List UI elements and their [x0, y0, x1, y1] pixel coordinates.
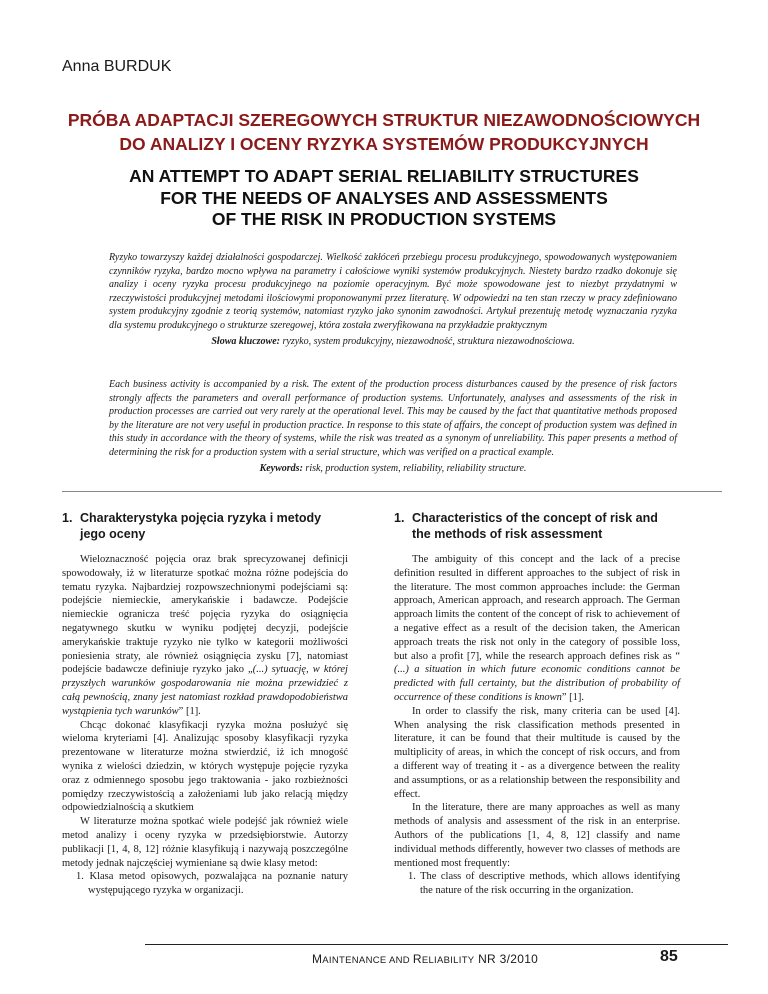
journal-initial: R — [412, 952, 422, 966]
paragraph: In the literature, there are many approaches as well as many methods of analysis and assessment of the risk in an enterprise. Authors of the publications [1, 4, 8, 12] classify and name individual methods differently, however two classes of methods are mentioned most frequently: — [394, 802, 680, 869]
paragraph-text: Wieloznaczność pojęcia oraz brak sprecyzowanej definicji spowodowały, iż w literaturze spotkać można różne podejścia do tematu ryzyka. Najbardziej rozpowszechnionymi podejściami są: podejście niemieckie, amerykańskie i badawcze. Podejście niemieckie ogranicza treść pojęcia ryzyka do osiągnięcia negatywnego skutku w wyniku podjętej decyzji, podejście amerykańskie traktuje ryzyko nie tylko w kategorii możliwości poniesienia straty, ale również osiągnięcia zysku [7], natomiast podejście badawcze definiuje ryzyko jako „ — [62, 554, 348, 676]
list-item: 1. Klasa metod opisowych, pozwalająca na poznanie natury występującego ryzyka w organizacji. — [76, 871, 348, 897]
title-english-line: AN ATTEMPT TO ADAPT SERIAL RELIABILITY STRUCTURES — [129, 166, 639, 186]
section-title: Characteristics of the concept of risk and the methods of risk assessment — [412, 511, 658, 541]
journal-word: AINTENANCE AND — [322, 955, 413, 966]
paragraph-text: The ambiguity of this concept and the lack of a precise definition resulted in different approaches to the subject of risk in the literature. The most common approaches include: the German approach, American approach, and research approach. The German approach limits the content of the concept of risk to achievement of a negative effect as a result of the decision taken, the American approach treats the risk not only in the category of possible loss, but also a profit [7], while the research approach defines risk as “ — [394, 554, 680, 662]
section-number: 1. — [394, 511, 405, 525]
journal-initial: M — [312, 952, 323, 966]
abstract-polish-text: Ryzyko towarzyszy każdej działalności gospodarczej. Wielkość zakłóceń przebiegu procesu produkcyjnego, spowodowanych występowaniem czynników ryzyka, bardzo mocno wpływa na parametry i całościowe wyniki systemów produkcyjnych. Niestety bardzo rzadko dokonuje się analizy i oceny ryzyka procesu produkcyjnego na poziomie operacyjnym. Być może spowodowane jest to niezbyt przydatnymi w rzeczywistości produkcyjnej metodami ilościowymi proponowanymi przez literaturę. W odpowiedzi na ten stan rzeczy w pracy zdefiniowano system produkcyjny zgodnie z teorią systemów, natomiast ryzyko jako synonim zawodności. Artykuł prezentuję metodę wyznaczania ryzyka dla systemu produkcyjnego o strukturze szeregowej, która została zweryfikowana na przykładzie praktycznym — [109, 252, 677, 331]
section-heading-polish — [62, 510, 348, 542]
journal-name — [312, 952, 538, 966]
paragraph: In order to classify the risk, many criteria can be used [4]. When analysing the risk classification methods presented in literature, it can be found that their multitude is caused by the multiplicity of areas, in which the concept of risk occurs, and from a different way of treating it - as a divergence between the reality and assumptions, or as a relationship between the responsibility and effect. — [394, 705, 680, 800]
citation: ” [1]. — [561, 691, 585, 703]
list-item: 1. The class of descriptive methods, which allows identifying the nature of the risk occurring in the organization. — [408, 871, 680, 897]
paragraph: Chcąc dokonać klasyfikacji ryzyka można posłużyć się wieloma kryteriami [4]. Analizując sposoby klasyfikacji ryzyka prezentowane w literaturze można stwierdzić, iż ich mnogość wynika z wielości dziedzin, w których występuje pojęcie ryzyka oraz z odmiennego sposobu jego traktowania - jako rozbieżności pomiędzy rzeczywistością a założeniami lub jako relacją między odpowiedzialnością a skutkiem — [62, 719, 348, 814]
page-number: 85 — [660, 948, 678, 965]
paragraph — [62, 553, 348, 719]
journal-issue: NR 3/2010 — [474, 952, 539, 966]
citation: ” [1]. — [178, 705, 201, 717]
title-english — [40, 166, 728, 231]
quotation: (...) sytuację, w której przyszłych warunków gospodarowania nie można przewidzieć z całą pewnością, znany jest natomiast rozkład prawdopodobieństwa wystąpienia tych warunków — [62, 664, 348, 717]
section-divider — [62, 491, 722, 492]
quotation: (...) a situation in which future economic conditions cannot be predicted with full certainty, but the distribution of probability of occurrence of these conditions is known — [394, 664, 680, 703]
column-polish — [62, 510, 348, 898]
paragraph — [394, 553, 680, 705]
title-english-line: FOR THE NEEDS OF ANALYSES AND ASSESSMENTS — [160, 187, 608, 208]
abstract-polish — [109, 251, 677, 348]
author-name: Anna BURDUK — [62, 58, 172, 75]
journal-word: ELIABILITY — [421, 955, 475, 966]
keywords-english-text: risk, production system, reliability, reliability structure. — [305, 462, 527, 474]
keywords-english-label: Keywords: — [259, 462, 303, 474]
keywords-polish — [109, 335, 677, 349]
title-polish-line: DO ANALIZY I OCENY RYZYKA SYSTEMÓW PRODUKCYJNYCH — [119, 134, 649, 154]
keywords-polish-label: Słowa kluczowe: — [211, 335, 280, 347]
title-polish — [40, 108, 728, 156]
title-english-line: OF THE RISK IN PRODUCTION SYSTEMS — [211, 209, 557, 229]
keywords-polish-text: ryzyko, system produkcyjny, niezawodność, struktura niezawodnościowa. — [282, 335, 575, 347]
footer-divider — [145, 944, 728, 945]
paragraph: W literaturze można spotkać wiele podejść jak również wiele metod analizy i oceny ryzyka w przedsiębiorstwie. Autorzy publikacji [1, 4, 8, 12] różnie klasyfikują i nazywają poszczególne metody jednak najczęściej wymieniane są dwie klasy metod: — [62, 816, 348, 869]
section-heading-english — [394, 510, 680, 542]
keywords-english — [109, 462, 677, 476]
section-number: 1. — [62, 511, 73, 525]
column-english — [394, 510, 680, 898]
abstract-english-text: Each business activity is accompanied by a risk. The extent of the production process disturbances caused by the presence of risk factors strongly affects the parameters and overall performance of production systems. Unfortunately, analyses and assessments of the risk in production processes are carried out very rarely at the operational level. This may be caused by the fact that quantitative methods proposed by the literature are not very useful in production practice. In response to this state of affairs, the concept of production system was defined in this study in accordance with the theory of systems, while the risk was treated as a synonym of unreliability. This paper presents a method of determining the risk for a production system with a serial structure, which was verified on a practical example. — [109, 379, 677, 458]
title-polish-line: PRÓBA ADAPTACJI SZEREGOWYCH STRUKTUR NIEZAWODNOŚCIOWYCH — [67, 110, 701, 130]
section-title: Charakterystyka pojęcia ryzyka i metody jego oceny — [80, 511, 322, 541]
abstract-english — [109, 378, 677, 475]
